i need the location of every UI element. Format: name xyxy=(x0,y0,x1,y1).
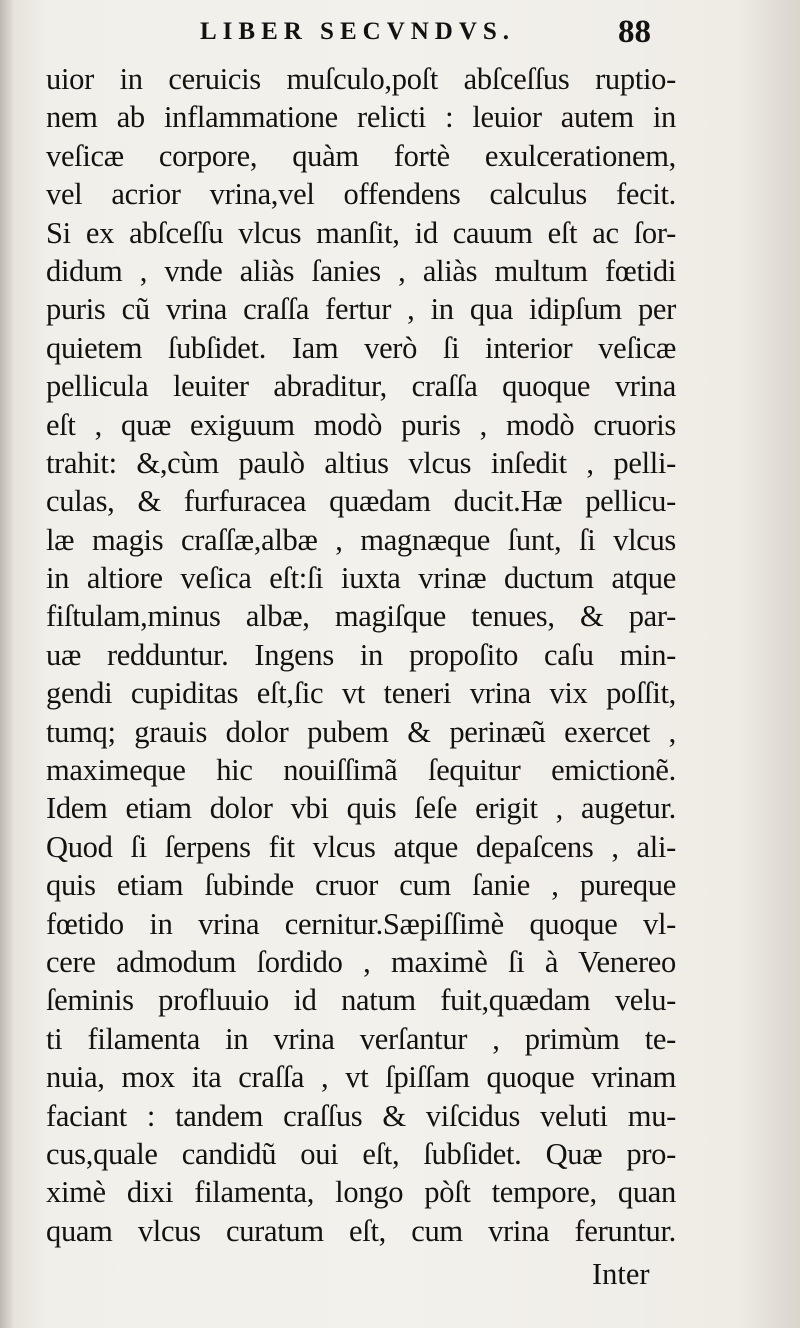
text-line: faciant : tandem craſſus & viſcidus veluti mu- xyxy=(46,1098,676,1133)
text-line: puris cũ vrina craſſa fertur , in qua idipſum per xyxy=(46,292,676,327)
text-line: in altiore veſica eſt:ſi iuxta vrinæ ductum atque xyxy=(46,561,676,596)
text-line: ſeminis profluuio id natum fuit,quædam velu- xyxy=(46,983,676,1018)
text-line: fiſtulam,minus albæ, magiſque tenues, & par- xyxy=(46,599,676,634)
text-line: nem ab inflammatione relicti : leuior autem in xyxy=(46,100,676,135)
text-line: ti filamenta in vrina verſantur , primùm te- xyxy=(46,1021,676,1056)
text-line: uæ redduntur. Ingens in propoſito caſu min- xyxy=(46,637,676,672)
text-line: quis etiam ſubinde cruor cum ſanie , pureque xyxy=(46,868,676,903)
text-line: cus,quale candidũ oui eſt, ſubſidet. Quæ pro- xyxy=(46,1136,676,1171)
text-line: Si ex abſceſſu vlcus manſit, id cauum eſt ac ſor- xyxy=(46,215,676,250)
text-line: maximeque hic nouiſſimã ſequitur emictionẽ. xyxy=(46,753,676,788)
running-head xyxy=(0,14,800,54)
text-line: veſicæ corpore, quàm fortè exulcerationem, xyxy=(46,138,676,173)
text-line: gendi cupiditas eſt,ſic vt teneri vrina vix poſſit, xyxy=(46,676,676,711)
text-line: cere admodum ſordido , maximè ſi à Venereo xyxy=(46,944,676,979)
catchword: Inter xyxy=(592,1257,650,1291)
text-line: quietem ſubſidet. Iam verò ſi interior veſicæ xyxy=(46,330,676,365)
text-line: Quod ſi ſerpens fit vlcus atque depaſcens , ali- xyxy=(46,829,676,864)
text-line: tumq; grauis dolor pubem & perinæũ exercet , xyxy=(46,714,676,749)
running-head-title: LIBER SECVNDVS. xyxy=(200,18,516,45)
text-line: eſt , quæ exiguum modò puris , modò cruoris xyxy=(46,407,676,442)
text-line: vel acrior vrina,vel offendens calculus fecit. xyxy=(46,177,676,212)
text-line: nuia, mox ita craſſa , vt ſpiſſam quoque vrinam xyxy=(46,1060,676,1095)
text-line: uior in ceruicis muſculo,poſt abſceſſus ruptio- xyxy=(46,62,676,96)
text-line: culas, & furfuracea quædam ducit.Hæ pellicu- xyxy=(46,484,676,519)
text-line: læ magis craſſæ,albæ , magnæque ſunt, ſi vlcus xyxy=(46,522,676,557)
text-block xyxy=(46,60,676,1250)
text-line: ximè dixi filamenta, longo pòſt tempore, quan xyxy=(46,1175,676,1210)
text-line: pellicula leuiter abraditur, craſſa quoque vrina xyxy=(46,369,676,404)
text-line: Idem etiam dolor vbi quis ſeſe erigit , augetur. xyxy=(46,791,676,826)
page-number: 88 xyxy=(618,14,651,50)
text-line: quam vlcus curatum eſt, cum vrina feruntur. xyxy=(46,1213,676,1248)
text-line: trahit: &,cùm paulò altius vlcus inſedit , pelli- xyxy=(46,445,676,480)
text-line: didum , vnde aliàs ſanies , aliàs multum fœtidi xyxy=(46,253,676,288)
text-line: fœtido in vrina cernitur.Sæpiſſimè quoque vl- xyxy=(46,906,676,941)
gutter-shadow xyxy=(0,0,14,1328)
